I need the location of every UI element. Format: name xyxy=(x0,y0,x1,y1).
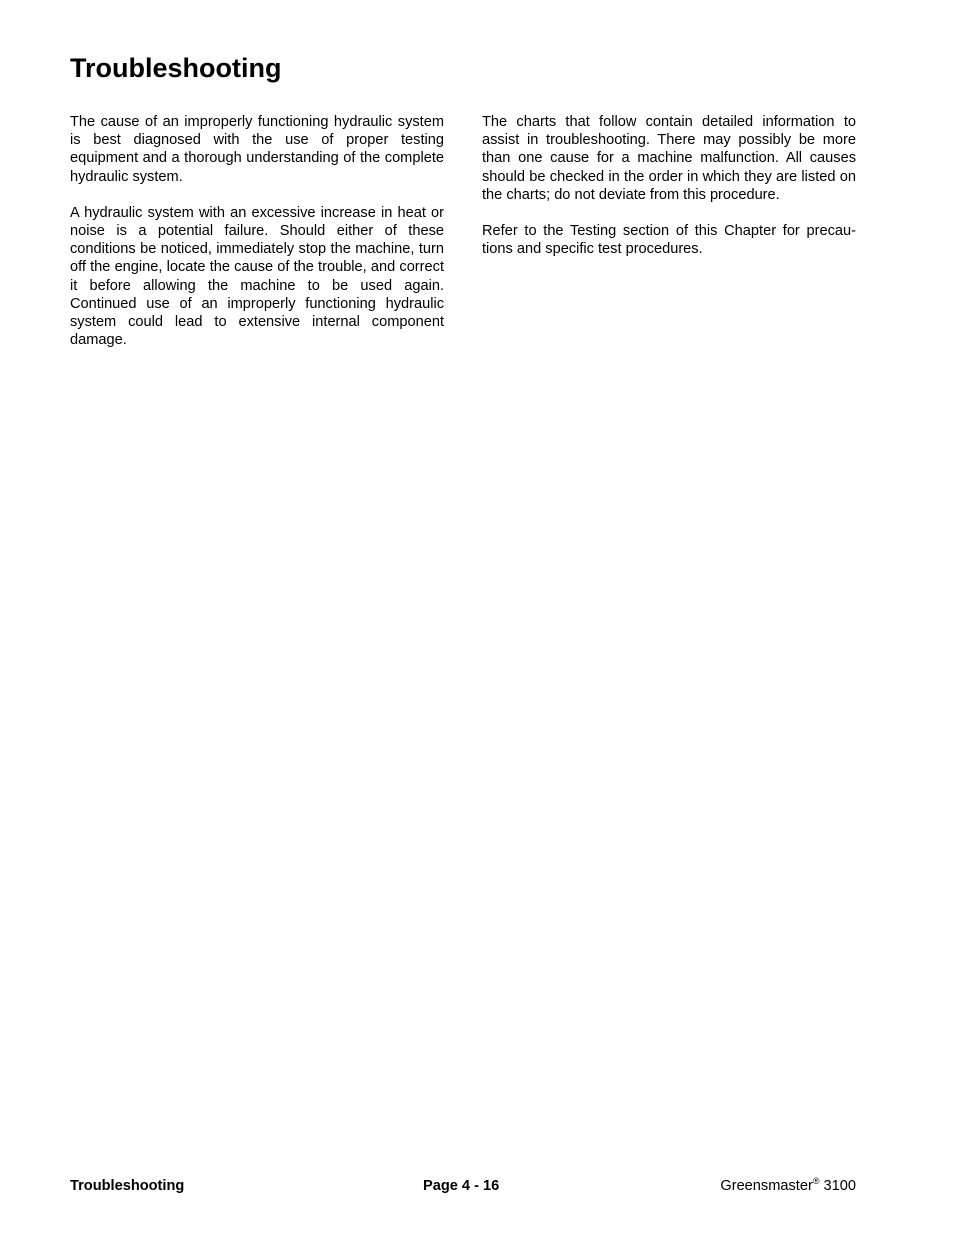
paragraph-charts-info: The charts that follow contain detailed information to assist in troubleshooting. There may possibly be more than one cause for a machine malfunction. All causes should be checked in the order in which they are listed on the charts; do not deviate from this procedure. xyxy=(482,114,856,203)
left-column xyxy=(70,113,444,367)
right-column xyxy=(482,113,856,276)
footer-page-number: Page 4 - 16 xyxy=(423,1178,500,1194)
footer-section-name: Troubleshooting xyxy=(70,1178,185,1194)
paragraph-testing-reference: Refer to the Testing section of this Chapter for precautions and specific test procedures. xyxy=(482,223,856,258)
footer-product xyxy=(720,1178,856,1194)
registered-trademark: ® xyxy=(812,1176,820,1186)
footer-model: 3100 xyxy=(823,1178,856,1194)
paragraph-heat-noise-warning: A hydraulic system with an excessive increase in heat or noise is a potential failure. Should either of these conditions be noticed, immediately stop the machine, turn off the engine, locate the cause of the trouble, and correct it before allowing the machine to be used again. Continued use of an improperly functioning hydraulic system could lead to extensive internal component damage. xyxy=(70,204,444,349)
footer-product-name: Greensmaster xyxy=(720,1178,813,1194)
paragraph-diagnosis: The cause of an improperly functioning hydraulic system is best diagnosed with the use of proper testing equipment and a thorough understanding of the complete hydraulic system. xyxy=(70,114,444,185)
page-title: Troubleshooting xyxy=(70,53,282,83)
page-footer xyxy=(70,1178,856,1200)
